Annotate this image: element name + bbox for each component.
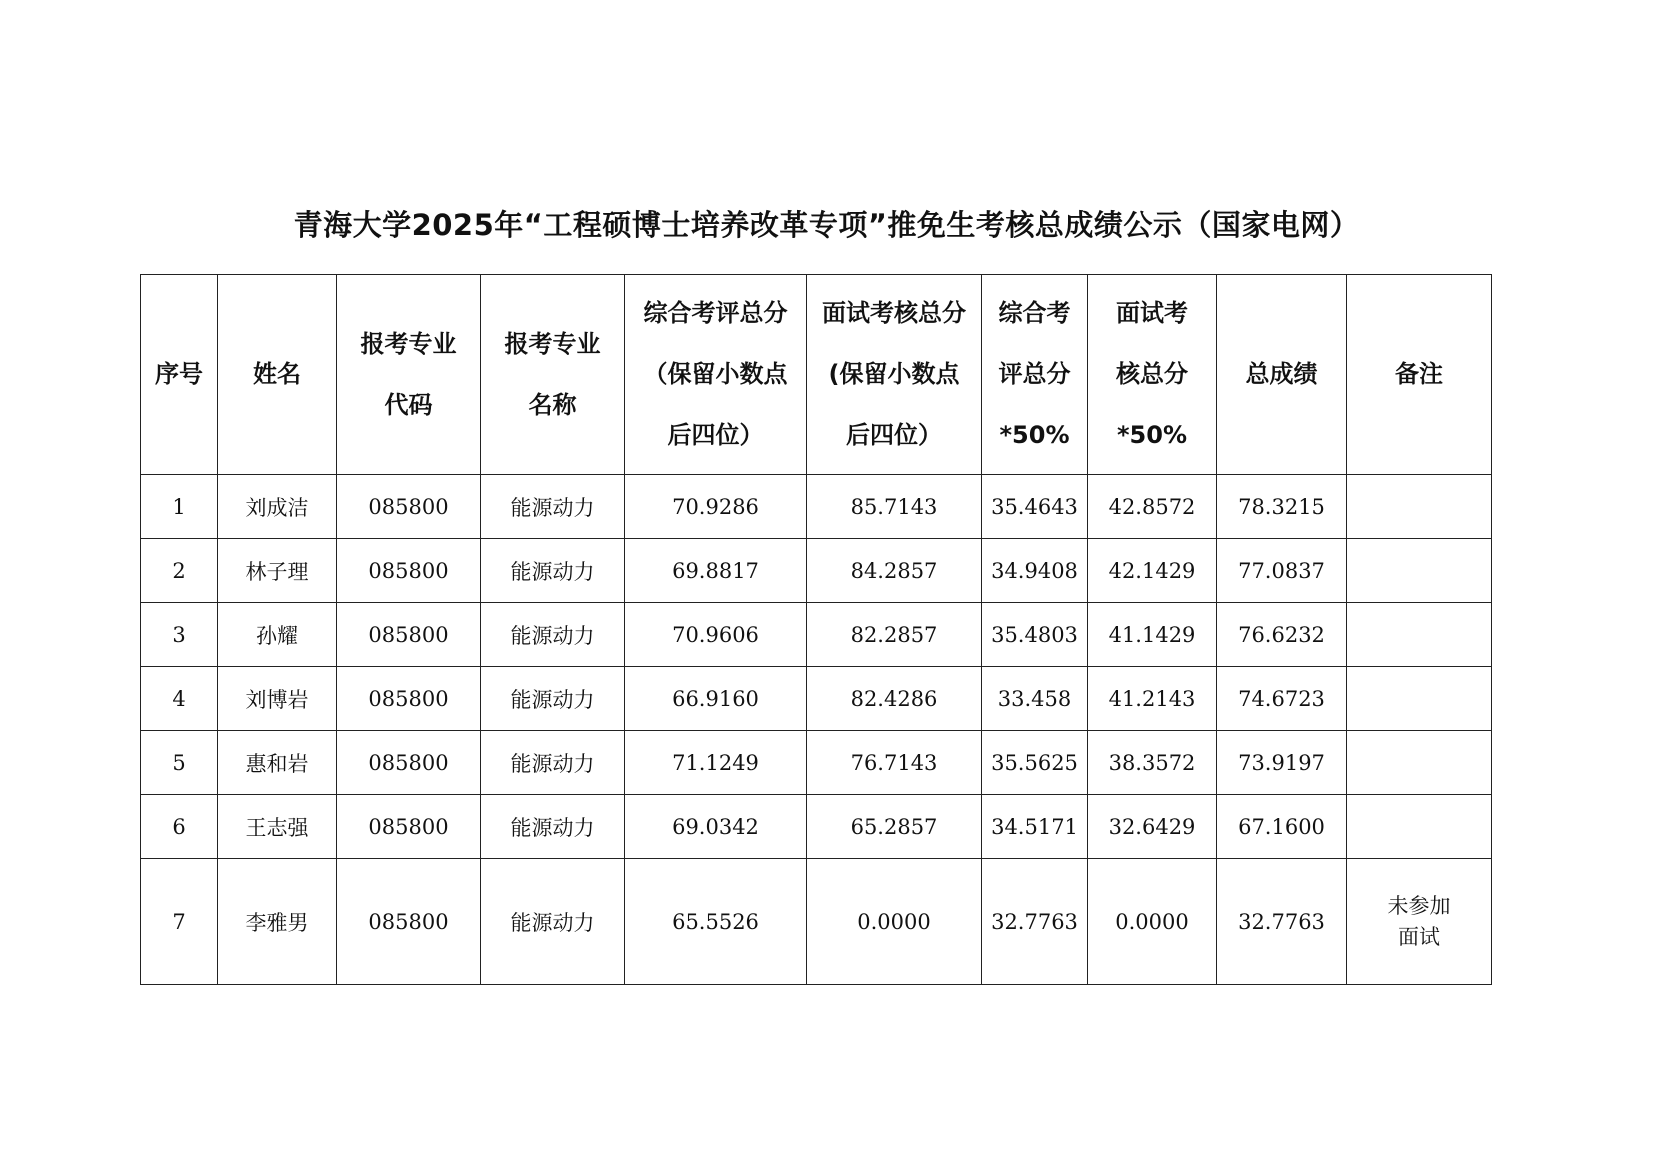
cell-index: 2 bbox=[141, 539, 218, 603]
header-major-name: 报考专业名称 bbox=[481, 275, 625, 475]
cell-remarks bbox=[1347, 731, 1492, 795]
table-row bbox=[141, 603, 1492, 667]
cell-comprehensive-50: 35.4803 bbox=[982, 603, 1088, 667]
cell-total-score: 67.1600 bbox=[1217, 795, 1347, 859]
cell-major-name: 能源动力 bbox=[481, 795, 625, 859]
results-table bbox=[140, 274, 1492, 985]
cell-total-score: 78.3215 bbox=[1217, 475, 1347, 539]
header-comprehensive-50: 综合考评总分*50% bbox=[982, 275, 1088, 475]
cell-remarks bbox=[1347, 539, 1492, 603]
table-row bbox=[141, 475, 1492, 539]
cell-interview-score: 76.7143 bbox=[807, 731, 982, 795]
cell-comprehensive-50: 34.9408 bbox=[982, 539, 1088, 603]
cell-major-name: 能源动力 bbox=[481, 859, 625, 985]
cell-name: 刘博岩 bbox=[218, 667, 337, 731]
cell-interview-50: 41.1429 bbox=[1088, 603, 1217, 667]
cell-total-score: 77.0837 bbox=[1217, 539, 1347, 603]
cell-name: 惠和岩 bbox=[218, 731, 337, 795]
cell-major-code: 085800 bbox=[337, 731, 481, 795]
cell-major-name: 能源动力 bbox=[481, 539, 625, 603]
cell-comprehensive-50: 32.7763 bbox=[982, 859, 1088, 985]
cell-major-code: 085800 bbox=[337, 539, 481, 603]
cell-interview-50: 32.6429 bbox=[1088, 795, 1217, 859]
cell-major-code: 085800 bbox=[337, 603, 481, 667]
cell-name: 刘成洁 bbox=[218, 475, 337, 539]
cell-name: 孙耀 bbox=[218, 603, 337, 667]
cell-interview-score: 82.4286 bbox=[807, 667, 982, 731]
cell-major-name: 能源动力 bbox=[481, 667, 625, 731]
cell-index: 5 bbox=[141, 731, 218, 795]
cell-comprehensive-score: 69.0342 bbox=[625, 795, 807, 859]
cell-index: 1 bbox=[141, 475, 218, 539]
cell-comprehensive-50: 34.5171 bbox=[982, 795, 1088, 859]
header-index: 序号 bbox=[141, 275, 218, 475]
table-row bbox=[141, 795, 1492, 859]
page-title: 青海大学2025年“工程硕博士培养改革专项”推免生考核总成绩公示（国家电网） bbox=[293, 208, 1360, 242]
cell-major-code: 085800 bbox=[337, 667, 481, 731]
cell-comprehensive-score: 65.5526 bbox=[625, 859, 807, 985]
cell-comprehensive-score: 71.1249 bbox=[625, 731, 807, 795]
cell-interview-score: 0.0000 bbox=[807, 859, 982, 985]
cell-total-score: 73.9197 bbox=[1217, 731, 1347, 795]
cell-comprehensive-50: 35.5625 bbox=[982, 731, 1088, 795]
cell-name: 林子理 bbox=[218, 539, 337, 603]
cell-interview-50: 0.0000 bbox=[1088, 859, 1217, 985]
header-interview-score: 面试考核总分(保留小数点后四位） bbox=[807, 275, 982, 475]
cell-interview-score: 85.7143 bbox=[807, 475, 982, 539]
cell-interview-score: 82.2857 bbox=[807, 603, 982, 667]
cell-total-score: 76.6232 bbox=[1217, 603, 1347, 667]
header-interview-50: 面试考核总分*50% bbox=[1088, 275, 1217, 475]
cell-comprehensive-score: 69.8817 bbox=[625, 539, 807, 603]
table-row bbox=[141, 859, 1492, 985]
cell-comprehensive-score: 70.9606 bbox=[625, 603, 807, 667]
cell-index: 6 bbox=[141, 795, 218, 859]
cell-name: 李雅男 bbox=[218, 859, 337, 985]
cell-major-name: 能源动力 bbox=[481, 603, 625, 667]
remark-note: 未参加面试 bbox=[1387, 893, 1451, 949]
header-remarks: 备注 bbox=[1347, 275, 1492, 475]
cell-interview-score: 84.2857 bbox=[807, 539, 982, 603]
header-comprehensive-score: 综合考评总分（保留小数点后四位） bbox=[625, 275, 807, 475]
cell-name: 王志强 bbox=[218, 795, 337, 859]
cell-comprehensive-50: 33.458 bbox=[982, 667, 1088, 731]
header-total-score: 总成绩 bbox=[1217, 275, 1347, 475]
cell-major-name: 能源动力 bbox=[481, 475, 625, 539]
cell-index: 3 bbox=[141, 603, 218, 667]
cell-total-score: 32.7763 bbox=[1217, 859, 1347, 985]
cell-major-code: 085800 bbox=[337, 475, 481, 539]
cell-remarks bbox=[1347, 475, 1492, 539]
cell-remarks bbox=[1347, 603, 1492, 667]
cell-remarks bbox=[1347, 795, 1492, 859]
cell-major-code: 085800 bbox=[337, 859, 481, 985]
table-row bbox=[141, 731, 1492, 795]
cell-interview-50: 42.8572 bbox=[1088, 475, 1217, 539]
cell-interview-50: 42.1429 bbox=[1088, 539, 1217, 603]
cell-index: 7 bbox=[141, 859, 218, 985]
cell-comprehensive-50: 35.4643 bbox=[982, 475, 1088, 539]
table-header-row bbox=[141, 275, 1492, 475]
cell-remarks bbox=[1347, 859, 1492, 985]
table-row bbox=[141, 539, 1492, 603]
cell-major-code: 085800 bbox=[337, 795, 481, 859]
cell-major-name: 能源动力 bbox=[481, 731, 625, 795]
header-major-code: 报考专业代码 bbox=[337, 275, 481, 475]
cell-interview-50: 41.2143 bbox=[1088, 667, 1217, 731]
header-name: 姓名 bbox=[218, 275, 337, 475]
cell-index: 4 bbox=[141, 667, 218, 731]
cell-comprehensive-score: 70.9286 bbox=[625, 475, 807, 539]
cell-interview-score: 65.2857 bbox=[807, 795, 982, 859]
table-row bbox=[141, 667, 1492, 731]
cell-total-score: 74.6723 bbox=[1217, 667, 1347, 731]
cell-comprehensive-score: 66.9160 bbox=[625, 667, 807, 731]
cell-remarks bbox=[1347, 667, 1492, 731]
cell-interview-50: 38.3572 bbox=[1088, 731, 1217, 795]
